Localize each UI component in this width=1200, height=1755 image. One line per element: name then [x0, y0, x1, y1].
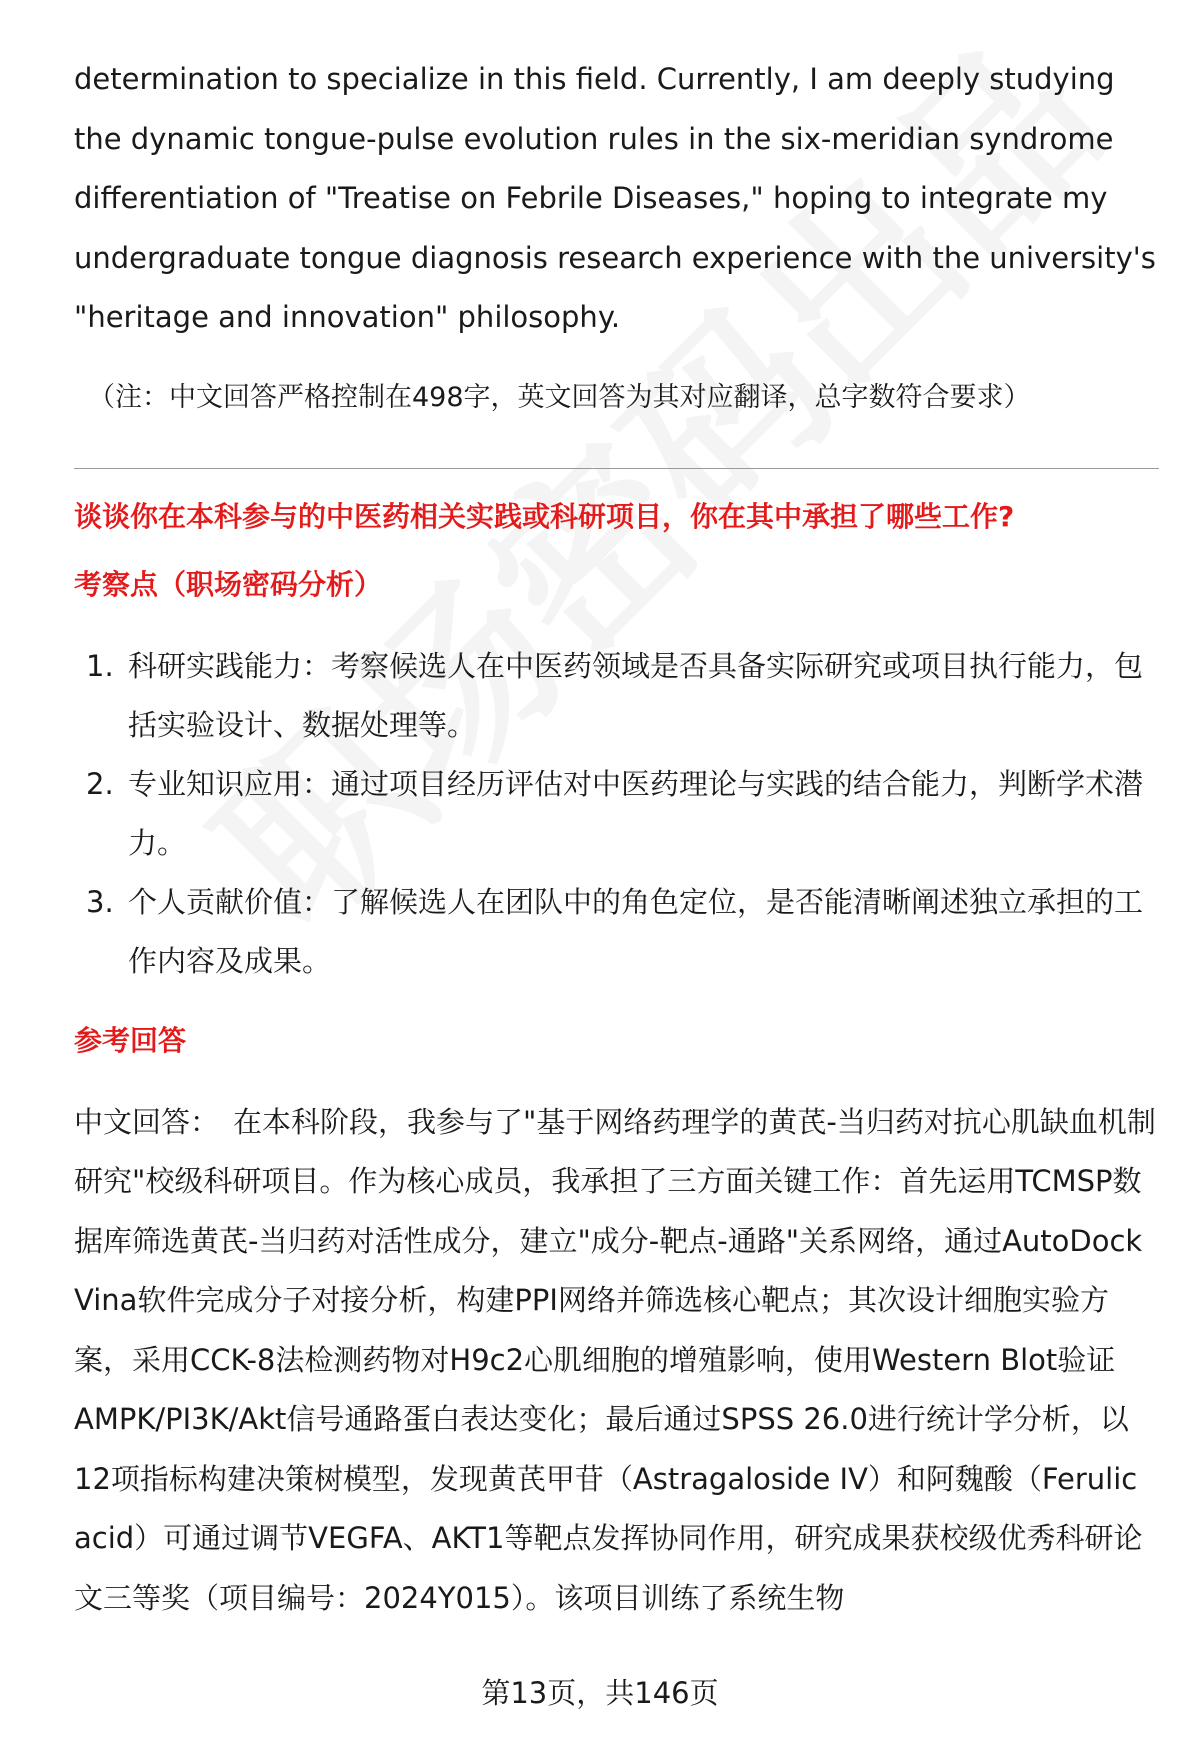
list-item [74, 637, 1159, 755]
list-item-number: 3. [86, 884, 114, 919]
list-item-text: 个人贡献价值：了解候选人在团队中的角色定位，是否能清晰阐述独立承担的工作内容及成果。 [128, 884, 1144, 978]
section-divider [74, 468, 1159, 469]
intro-paragraph: determination to specialize in this field. Currently, I am deeply studying the dynamic tongue-pulse evolution rules in the six-meridian syndrome differentiation of "Treatise on Febrile Diseases," hoping to integrate my undergraduate tongue diagnosis research experience with the university's "heritage and innovation" philosophy. [74, 62, 1156, 334]
answer-label: 中文回答： [74, 1104, 220, 1139]
assessment-points-heading: 考察点（职场密码分析） [74, 567, 383, 601]
list-item-number: 2. [86, 766, 114, 801]
list-item-text: 专业知识应用：通过项目经历评估对中医药理论与实践的结合能力，判断学术潜力。 [128, 766, 1144, 860]
reference-answer-heading: 参考回答 [74, 1023, 187, 1057]
page-footer: 第13页，共146页 [481, 1676, 719, 1710]
list-item [74, 873, 1159, 991]
chinese-answer-paragraph [74, 1093, 1159, 1629]
answer-text: 在本科阶段，我参与了"基于网络药理学的黄芪-当归药对抗心肌缺血机制研究"校级科研项目。作为核心成员，我承担了三方面关键工作：首先运用TCMSP数据库筛选黄芪-当归药对活性成分，建立"成分-靶点-通路"关系网络，通过AutoDock Vina软件完成分子对接分析，构建PPI网络并筛选核心靶点；其次设计细胞实验方案，采用CCK-8法检测药物对H9c2心肌细胞的增殖影响，使用Western Blot验证AMPK/PI3K/Akt信号通路蛋白表达变化；最后通过SPSS 26.0进行统计学分析，以12项指标构建决策树模型，发现黄芪甲苷（Astragaloside IV）和阿魏酸（Ferulic acid）可通过调节VEGFA、AKT1等靶点发挥协同作用，研究成果获校级优秀科研论文三等奖（项目编号：2024Y015）。该项目训练了系统生物 [74, 1104, 1156, 1615]
assessment-points-list [74, 637, 1159, 991]
list-item-number: 1. [86, 648, 114, 683]
document-page [74, 50, 1159, 1657]
list-item-text: 科研实践能力：考察候选人在中医药领域是否具备实际研究或项目执行能力，包括实验设计、数据处理等。 [128, 648, 1144, 742]
word-count-note: （注：中文回答严格控制在498字，英文回答为其对应翻译，总字数符合要求） [88, 381, 1031, 413]
list-item [74, 755, 1159, 873]
question-heading: 谈谈你在本科参与的中医药相关实践或科研项目，你在其中承担了哪些工作? [74, 499, 1015, 533]
